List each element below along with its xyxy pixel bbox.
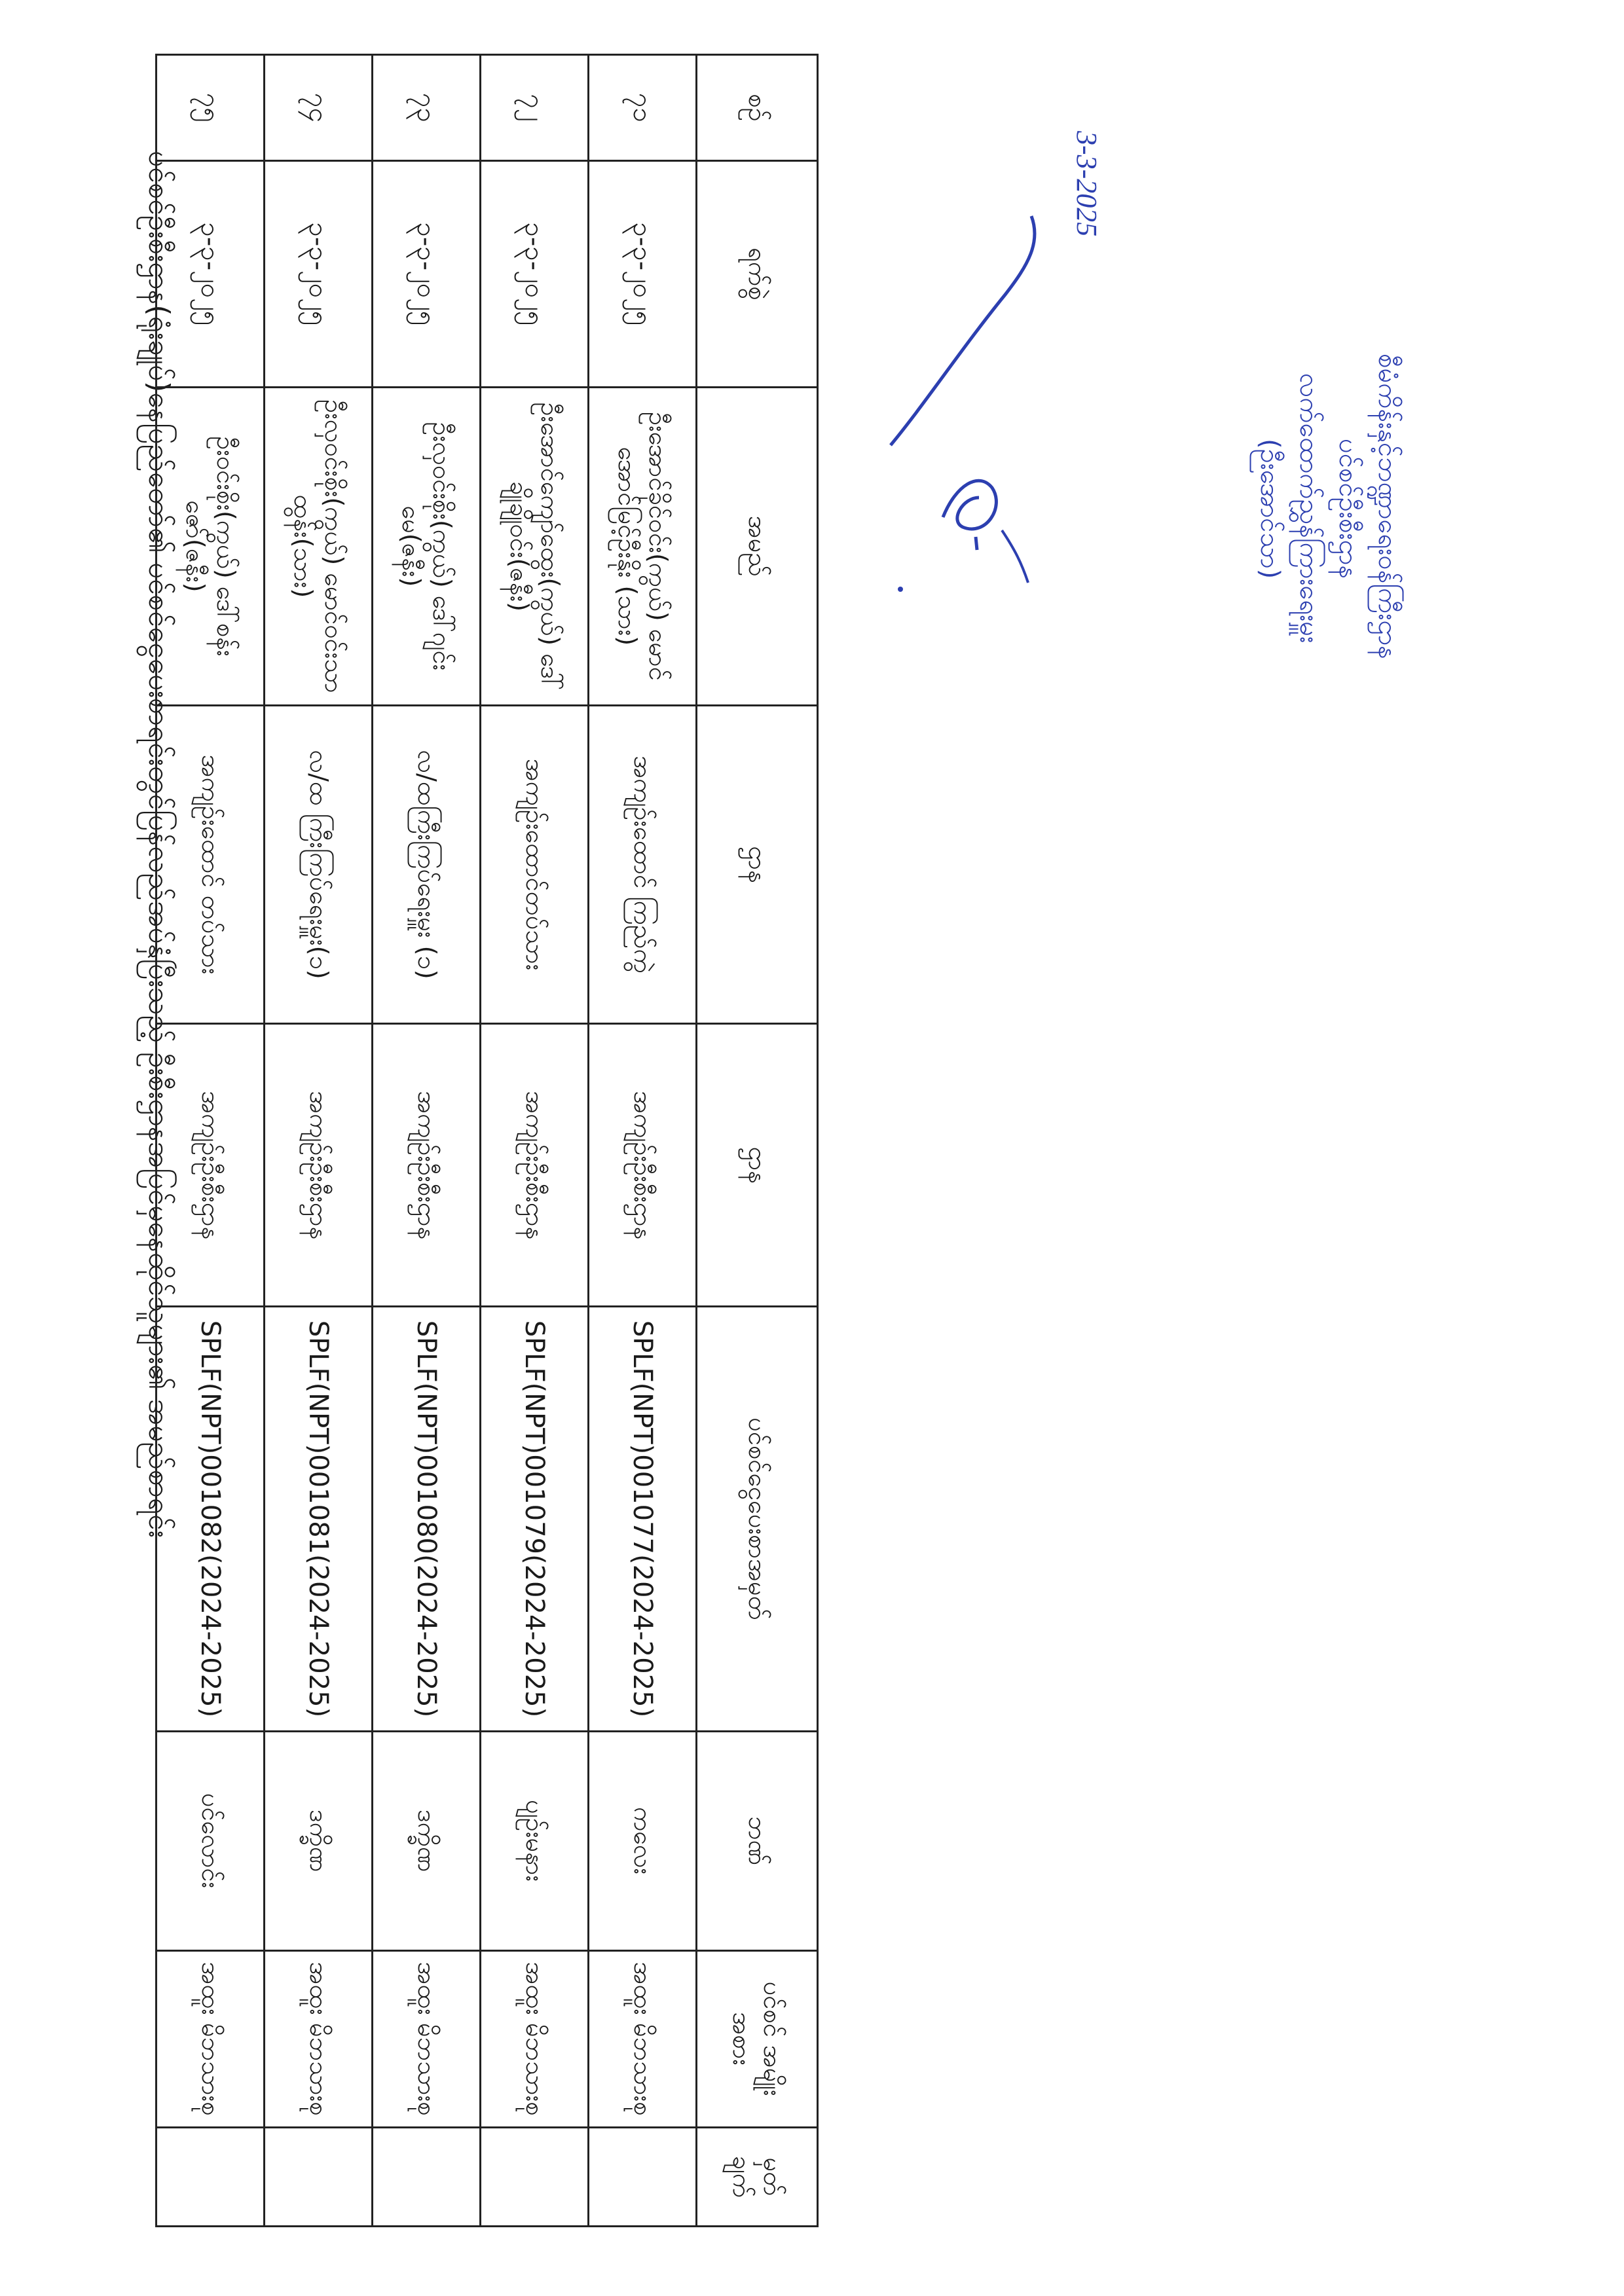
cell-date: ၃-၃-၂၀၂၅ (373, 161, 481, 388)
cell-township: ဒက္ခိဏ (265, 1731, 373, 1950)
cell-township: ပင်လောင်း (157, 1731, 265, 1950)
cell-name: ဦးအောင်ခိုင်ဝင်း(ကွယ်) မောင်အောင်မြင့်ဦးနိုး (သား) (589, 387, 697, 705)
approval-date: 3-3-2025 (1071, 131, 1103, 237)
header-date: ရက်စွဲ (697, 161, 818, 388)
cell-address: အကျဉ်းထောင်တပ်သား (481, 706, 589, 1024)
table-row (265, 55, 373, 2227)
cell-address: လ/ထကြီးကြပ်ရေးမှူး (၁) (373, 706, 481, 1024)
document-title: ပင်စင်ဦးစီးဌာန(ရုံးချုပ်)နေပြည်တော်၏ ပင်စင်ငွေပေးစာရင်းတွင်ပြန်လည်အပ်နှံပြီးသည့် ဦးစီးဌာနအပြင်မှနေထိုင်သူများ၏ အမည်စာရင်း (142, 151, 175, 1538)
table-row (373, 55, 481, 2227)
header-address: ဌာန (697, 706, 818, 1024)
cell-date: ၃-၃-၂၀၂၅ (589, 161, 697, 388)
cell-status: အထူး မိဘသားစု (265, 1950, 373, 2127)
header-remark: မှတ် ချက် (697, 2127, 818, 2226)
header-name: အမည် (697, 387, 818, 705)
cell-remark (265, 2127, 373, 2226)
cell-status: အထူး မိဘသားစု (373, 1950, 481, 2127)
cell-date: ၃-၃-၂၀၂၅ (481, 161, 589, 388)
cell-date: ၃-၃-၂၀၂၅ (265, 161, 373, 388)
cell-date: ၃-၃-၂၀၂၅ (157, 161, 265, 388)
cell-address: လ/ထ ကြီးကြပ်ရေးမှူး(၁) (265, 706, 373, 1024)
cell-department: အကျဉ်းဦးစီးဌာန (481, 1024, 589, 1307)
cell-department: အကျဉ်းဦးစီးဌာန (589, 1024, 697, 1307)
cell-serial: ၇၄ (265, 55, 373, 161)
cell-serial: ၇၂ (481, 55, 589, 161)
header-serial: စဉ် (697, 55, 818, 161)
cell-remark (481, 2127, 589, 2226)
cell-address: အကျဉ်းထောင် ကြည်ကွဲ (589, 706, 697, 1024)
cell-status: အထူး မိဘသားစု (157, 1950, 265, 2127)
pension-register-table (155, 54, 819, 2227)
cell-license: SPLF(NPT)001077(2024-2025) (589, 1307, 697, 1731)
table-row (481, 55, 589, 2227)
cell-remark (373, 2127, 481, 2226)
signer-ministry: စီမံကိန်းနှင့်ဘဏ္ဍာရေးဝန်ကြီးဌာန (1373, 354, 1403, 659)
cell-department: အကျဉ်းဦးစီးဌာန (373, 1024, 481, 1307)
cell-remark (157, 2127, 265, 2226)
cell-address: အကျဉ်းထောင် တပ်သား (157, 706, 265, 1024)
header-department: ဌာန (697, 1024, 818, 1307)
signer-name: (ဉီးအောင်သာ) (1255, 439, 1285, 579)
cell-serial: ၇၃ (373, 55, 481, 161)
cell-township: ဒက္ခိဏ (373, 1731, 481, 1950)
cell-department: အကျဉ်းဦးစီးဌာန (157, 1024, 265, 1307)
cell-license: SPLF(NPT)001082(2024-2025) (157, 1307, 265, 1731)
cell-township: ကလေး (589, 1731, 697, 1950)
signer-title: လက်ထောက်ညွှန်ကြားရေးမှူး (1294, 373, 1324, 644)
signer-office: ပင်စင်ဦးစီးဌာန (1333, 439, 1363, 579)
table-row (589, 55, 697, 2227)
cell-status: အထူး မိဘသားစု (481, 1950, 589, 2127)
cell-name: ဦးလှဝင်းစိုး(ကွယ်) မောင်ဝင်းသာထွန်း(သား) (265, 387, 373, 705)
cell-license: SPLF(NPT)001081(2024-2025) (265, 1307, 373, 1731)
approval-block (864, 131, 1454, 851)
header-township: ဘဏ် (697, 1731, 818, 1950)
cell-township: ပျဉ်းမနား (481, 1731, 589, 1950)
cell-license: SPLF(NPT)001080(2024-2025) (373, 1307, 481, 1731)
cell-license: SPLF(NPT)001079(2024-2025) (481, 1307, 589, 1731)
cell-remark (589, 2127, 697, 2226)
cell-name: ဦးအောင်ကျော်ထွေး(ကွယ်) ဒေါ်ချိုချိုဝင်း(ဇနီး) (481, 387, 589, 705)
cell-department: အကျဉ်းဦးစီးဌာန (265, 1024, 373, 1307)
cell-name: ဦးလှဝင်းစိုး(ကွယ်) ဒေါ်ဂျင်းမေ(ဇနီး) (373, 387, 481, 705)
cell-serial: ၇၁ (589, 55, 697, 161)
cell-name: ဦးဝင်းစိုး(ကွယ်) ဒေါ်စန်းဇော်(ဇနီး) (157, 387, 265, 705)
header-status: ပင်စင် အမျိုးအစား (697, 1950, 818, 2127)
table-row (157, 55, 265, 2227)
table-header-row (697, 55, 818, 2227)
cell-status: အထူး မိဘသားစု (589, 1950, 697, 2127)
cell-serial: ၇၅ (157, 55, 265, 161)
header-license: ပင်စင်ငွေပေးစာအမှတ် (697, 1307, 818, 1731)
